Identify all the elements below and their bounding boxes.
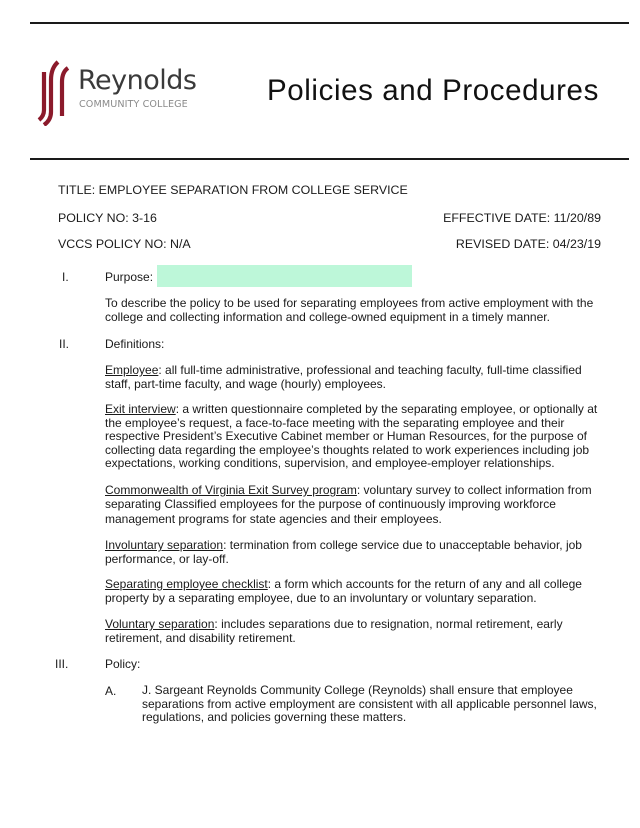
- definition-text: : voluntary survey to collect information from separating Classified employees for the purpose of continuously improving workforce management programs for state agencies and their employees.: [105, 483, 592, 526]
- definition-term: Involuntary separation: [105, 538, 224, 552]
- definition-text: : a form which accounts for the return of any and all college property by a separating employee, due to an involuntary or voluntary separation.: [105, 577, 582, 605]
- section-number-purpose: I.: [62, 270, 69, 284]
- page-title: Policies and Procedures: [267, 74, 599, 107]
- section-label-definitions: Definitions:: [105, 337, 165, 351]
- section-label-policy: Policy:: [105, 657, 141, 671]
- effective-date: EFFECTIVE DATE: 11/20/89: [443, 211, 601, 225]
- definition-involuntary-separation: [105, 539, 610, 566]
- definition-text: : termination from college service due to unacceptable behavior, job performance, or lay-off.: [105, 538, 582, 566]
- section-number-definitions: II.: [59, 337, 70, 351]
- definition-term: Voluntary separation: [105, 617, 215, 631]
- definition-voluntary-separation: [105, 618, 610, 645]
- policy-item-text: J. Sargeant Reynolds Community College (Reynolds) shall ensure that employee separations from active employment are consistent with all applicable personnel laws, regulations, and policies governing these matters.: [142, 683, 597, 725]
- header-top-rule: [30, 22, 629, 24]
- definition-term: Employee: [105, 363, 159, 377]
- header-bottom-rule: [30, 158, 629, 160]
- definition-exit-survey-program: [105, 483, 610, 526]
- logo-wordmark: Reynolds: [78, 65, 197, 96]
- purpose-text: To describe the policy to be used for separating employees from active employment with the college and collecting information and college-owned equipment in a timely manner.: [105, 296, 594, 324]
- reynolds-logo-mark-icon: [36, 60, 76, 126]
- definition-text: : a written questionnaire completed by the separating employee, or optionally at the employee’s request, a face-to-face meeting with the separating employee and their respective President’s Executive Cabinet member or Human Resources, for the purpose of collecting data regarding the employee’s thoughts related to work experiences including job expectations, working conditions, supervision, and employee-employer relationships.: [105, 402, 598, 471]
- definition-exit-interview: [105, 403, 610, 471]
- logo-subtitle: COMMUNITY COLLEGE: [79, 99, 188, 110]
- definition-employee: [105, 364, 610, 391]
- definition-text: : includes separations due to resignation, normal retirement, early retirement, and disability retirement.: [105, 617, 563, 645]
- vccs-policy-number: VCCS POLICY NO: N/A: [58, 237, 191, 251]
- section-number-policy: III.: [55, 657, 69, 671]
- policy-item-marker: A.: [105, 684, 117, 698]
- revised-date: REVISED DATE: 04/23/19: [455, 237, 601, 251]
- reynolds-logo: [36, 60, 196, 126]
- purpose-input-field[interactable]: [157, 265, 412, 287]
- definition-term: Commonwealth of Virginia Exit Survey program: [105, 483, 357, 497]
- definition-separating-employee-checklist: [105, 578, 610, 605]
- definition-text: : all full-time administrative, professional and teaching faculty, full-time classified staff, part-time faculty, and wage (hourly) employees.: [105, 363, 582, 391]
- definition-term: Exit interview: [105, 402, 176, 416]
- section-label-purpose: Purpose:: [105, 270, 154, 284]
- policy-title: TITLE: EMPLOYEE SEPARATION FROM COLLEGE SERVICE: [58, 183, 408, 197]
- definition-term: Separating employee checklist: [105, 577, 268, 591]
- policy-number: POLICY NO: 3-16: [58, 211, 157, 225]
